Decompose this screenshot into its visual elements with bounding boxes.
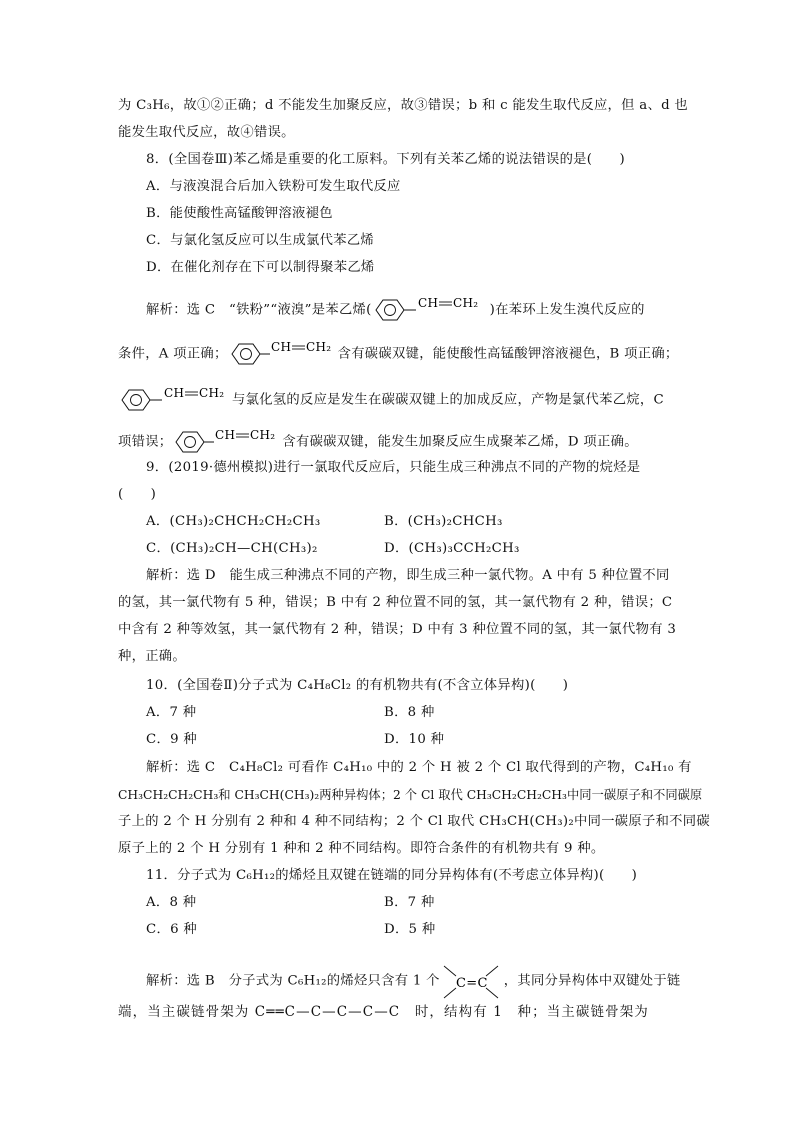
- answer-10-line-2: CH₃CH₂CH₂CH₃和 CH₃CH(CH₃)₂两种异构体；2 个 Cl 取代 CH₃CH₂CH₂CH₃中同一碳原子和不同碳原: [118, 788, 703, 802]
- answer-10-line-1: 解析：选 C C₄H₈Cl₂ 可看作 C₄H₁₀ 中的 2 个 H 被 2 个 Cl 取代得到的产物，C₄H₁₀ 有: [146, 760, 692, 775]
- answer-8-line-1: [146, 296, 645, 324]
- text-span: 含有碳碳双键，能发生加聚反应生成聚苯乙烯，D 项正确。: [282, 434, 638, 450]
- answer-8-line-2: [118, 340, 679, 368]
- styrene-structure: [228, 340, 338, 368]
- option-9a: A．(CH₃)₂CHCH₂CH₂CH₃: [146, 514, 321, 529]
- answer-10-line-3: 子上的 2 个 H 分别有 2 种和 4 种不同结构；2 个 Cl 取代 CH₃CH(CH₃)₂中同一碳原子和不同碳: [118, 814, 710, 829]
- option-11d: D．5 种: [384, 922, 436, 937]
- question-9-paren: ( ): [118, 487, 157, 502]
- ch-label: CH: [270, 340, 291, 354]
- ch-label: CH: [215, 428, 236, 442]
- option-9c: C．(CH₃)₂CH—CH(CH₃)₂: [146, 541, 318, 556]
- option-10c: C．9 种: [146, 732, 197, 747]
- option-11b: B．7 种: [384, 895, 435, 910]
- ch2-label: CH₂: [199, 386, 225, 400]
- styrene-structure: [172, 428, 282, 456]
- ch2-label: CH₂: [250, 428, 276, 442]
- text-span: 含有碳碳双键，能使酸性高锰酸钾溶液褪色，B 项正确；: [337, 346, 679, 362]
- text-span: ，其同分异构体中双键处于链: [503, 973, 681, 989]
- text-span: 与氯化氢的反应是发生在碳碳双键上的加成反应，产物是氯代苯乙烷，C: [232, 392, 664, 408]
- ch-label: CH: [417, 296, 438, 310]
- question-8: 8．(全国卷Ⅲ)苯乙烯是重要的化工原料。下列有关苯乙烯的说法错误的是( ): [146, 152, 625, 167]
- answer-10-line-4: 原子上的 2 个 H 分别有 1 种和 2 种不同结构。即符合条件的有机物共有 9 种。: [118, 841, 605, 856]
- answer-9-line-1: 解析：选 D 能生成三种沸点不同的产物，即生成三种一氯代物。A 中有 5 种位置不同: [146, 568, 670, 583]
- answer-11-line-1: [146, 960, 681, 1002]
- option-10d: D．10 种: [384, 732, 445, 747]
- text-line: 能发生取代反应，故④错误。: [118, 125, 295, 140]
- text-span: )在苯环上发生溴代反应的: [489, 302, 645, 318]
- option-10a: A．7 种: [146, 705, 197, 720]
- option-8c: C．与氯化氢反应可以生成氯代苯乙烯: [146, 233, 375, 248]
- styrene-structure: [118, 386, 232, 414]
- text-span: 项错误；: [118, 434, 173, 450]
- option-9d: D．(CH₃)₃CCH₂CH₃: [384, 541, 520, 556]
- answer-11-line-2: 端，当主碳链骨架为 C══C—C—C—C—C 时，结构有 1 种；当主碳链骨架为: [118, 1004, 649, 1020]
- question-10: 10．(全国卷Ⅱ)分子式为 C₄H₈Cl₂ 的有机物共有(不含立体异构)( ): [146, 678, 569, 693]
- option-8b: B．能使酸性高锰酸钾溶液褪色: [146, 206, 333, 221]
- text-span: 条件，A 项正确；: [118, 346, 228, 362]
- option-9b: B．(CH₃)₂CHCH₃: [384, 514, 503, 529]
- ch2-label: CH₂: [305, 340, 331, 354]
- styrene-structure: [372, 296, 490, 324]
- ch2-label: CH₂: [452, 296, 478, 310]
- option-8a: A．与液溴混合后加入铁粉可发生取代反应: [146, 179, 401, 194]
- cc-label: C=C: [455, 976, 488, 991]
- text-span: 解析：选 B 分子式为 C₆H₁₂的烯烃只含有 1 个: [146, 973, 440, 989]
- option-11a: A．8 种: [146, 895, 197, 910]
- answer-8-line-3: [118, 386, 664, 414]
- option-11c: C．6 种: [146, 922, 197, 937]
- answer-9-line-4: 种，正确。: [118, 649, 186, 664]
- question-9: 9．(2019·德州模拟)进行一氯取代反应后，只能生成三种沸点不同的产物的烷烃是: [146, 460, 641, 475]
- question-11: 11．分子式为 C₆H₁₂的烯烃且双键在链端的同分异构体有(不考虑立体异构)( ): [146, 868, 638, 883]
- alkene-cc-structure: [440, 960, 504, 1002]
- text-line: 为 C₃H₆，故①②正确；d 不能发生加聚反应，故③错误；b 和 c 能发生取代反应，但 a、d 也: [118, 98, 689, 113]
- text-span: 解析：选 C “铁粉”“液溴”是苯乙烯(: [146, 302, 372, 318]
- answer-9-line-2: 的氢，其一氯代物有 5 种，错误；B 中有 2 种位置不同的氢，其一氯代物有 2 种，错误；C: [118, 595, 673, 610]
- ch-label: CH: [164, 386, 185, 400]
- answer-9-line-3: 中含有 2 种等效氢，其一氯代物有 2 种，错误；D 中有 3 种位置不同的氢，其一氯代物有 3: [118, 622, 677, 637]
- answer-8-line-4: [118, 428, 638, 456]
- option-10b: B．8 种: [384, 705, 435, 720]
- option-8d: D．在催化剂存在下可以制得聚苯乙烯: [146, 260, 375, 275]
